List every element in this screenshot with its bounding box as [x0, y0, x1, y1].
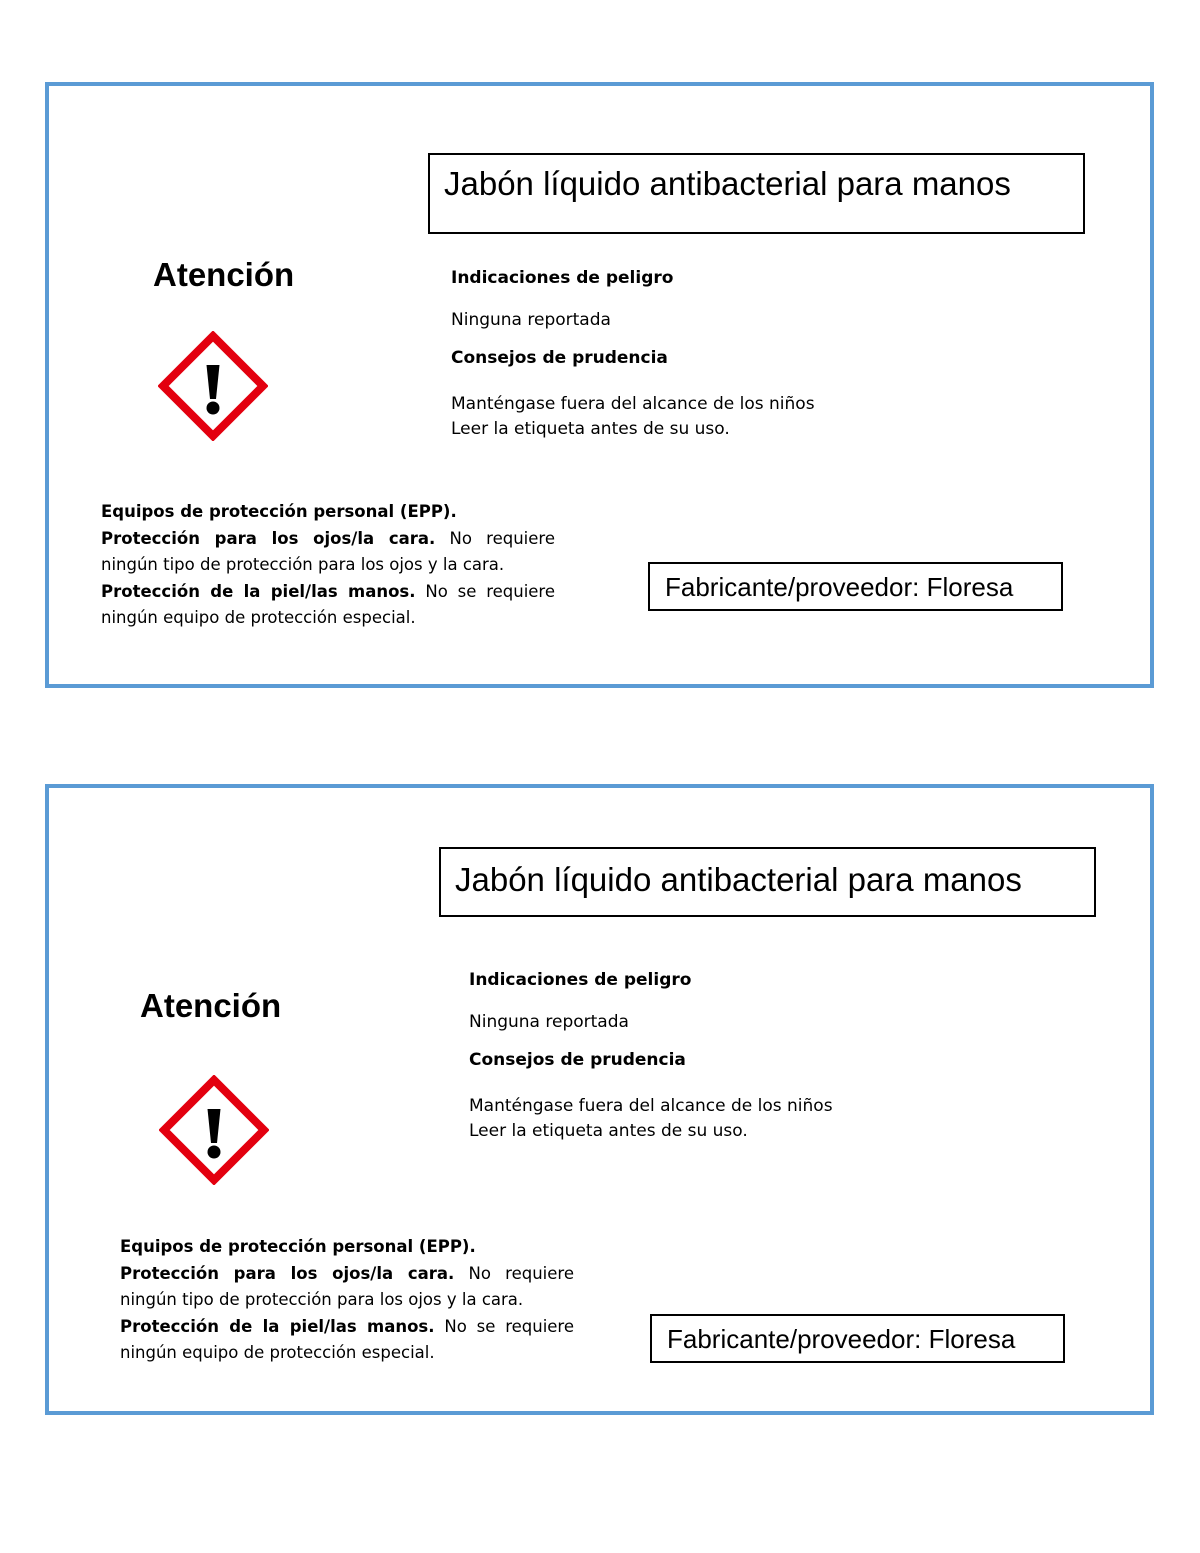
- manufacturer-box: [650, 1314, 1065, 1363]
- hazard-info: [451, 268, 815, 442]
- precaution-line: Manténgase fuera del alcance de los niños: [469, 1096, 833, 1116]
- precaution-line: Leer la etiqueta antes de su uso.: [469, 1121, 748, 1141]
- hazard-heading: Indicaciones de peligro: [469, 970, 692, 990]
- product-name-box: [439, 847, 1096, 917]
- manufacturer: Fabricante/proveedor: Floresa: [665, 572, 1014, 602]
- ppe-skin-label: Protección de la piel/las manos.: [101, 581, 416, 601]
- ppe-skin-label: Protección de la piel/las manos.: [120, 1316, 435, 1336]
- precaution-heading: Consejos de prudencia: [469, 1050, 686, 1070]
- ghs-exclamation-mark-icon: [158, 331, 268, 441]
- ppe-eye-text: No requiere ningún tipo de protección para los ojos y la cara.: [101, 528, 555, 574]
- ghs-exclamation-mark-icon: [159, 1075, 269, 1185]
- signal-word: Atención: [140, 987, 282, 1024]
- ppe-skin-text: No se requiere ningún equipo de protección especial.: [120, 1316, 575, 1362]
- ppe-eye-label: Protección para los ojos/la cara.: [120, 1263, 455, 1283]
- ppe-section: [101, 499, 555, 632]
- product-name: Jabón líquido antibacterial para manos: [455, 861, 1022, 898]
- signal-word: Atención: [153, 256, 295, 293]
- precaution-heading: Consejos de prudencia: [451, 348, 668, 368]
- precaution-line: Leer la etiqueta antes de su uso.: [451, 419, 730, 439]
- hazard-heading: Indicaciones de peligro: [451, 268, 674, 288]
- ppe-skin-text: No se requiere ningún equipo de protección especial.: [101, 581, 556, 627]
- ppe-title: Equipos de protección personal (EPP).: [101, 502, 457, 521]
- product-name: Jabón líquido antibacterial para manos: [444, 165, 1011, 202]
- hazard-text: Ninguna reportada: [451, 310, 611, 330]
- ppe-eye-text: No requiere ningún tipo de protección para los ojos y la cara.: [120, 1263, 574, 1309]
- hazard-text: Ninguna reportada: [469, 1012, 629, 1032]
- hazard-label-2: [45, 784, 1154, 1415]
- manufacturer-box: [648, 562, 1063, 611]
- hazard-info: [469, 970, 833, 1144]
- product-name-box: [428, 153, 1085, 234]
- ppe-section: [120, 1234, 574, 1367]
- manufacturer: Fabricante/proveedor: Floresa: [667, 1324, 1016, 1354]
- ppe-eye-label: Protección para los ojos/la cara.: [101, 528, 436, 548]
- hazard-label-1: [45, 82, 1154, 688]
- precaution-line: Manténgase fuera del alcance de los niños: [451, 394, 815, 414]
- ppe-title: Equipos de protección personal (EPP).: [120, 1237, 476, 1256]
